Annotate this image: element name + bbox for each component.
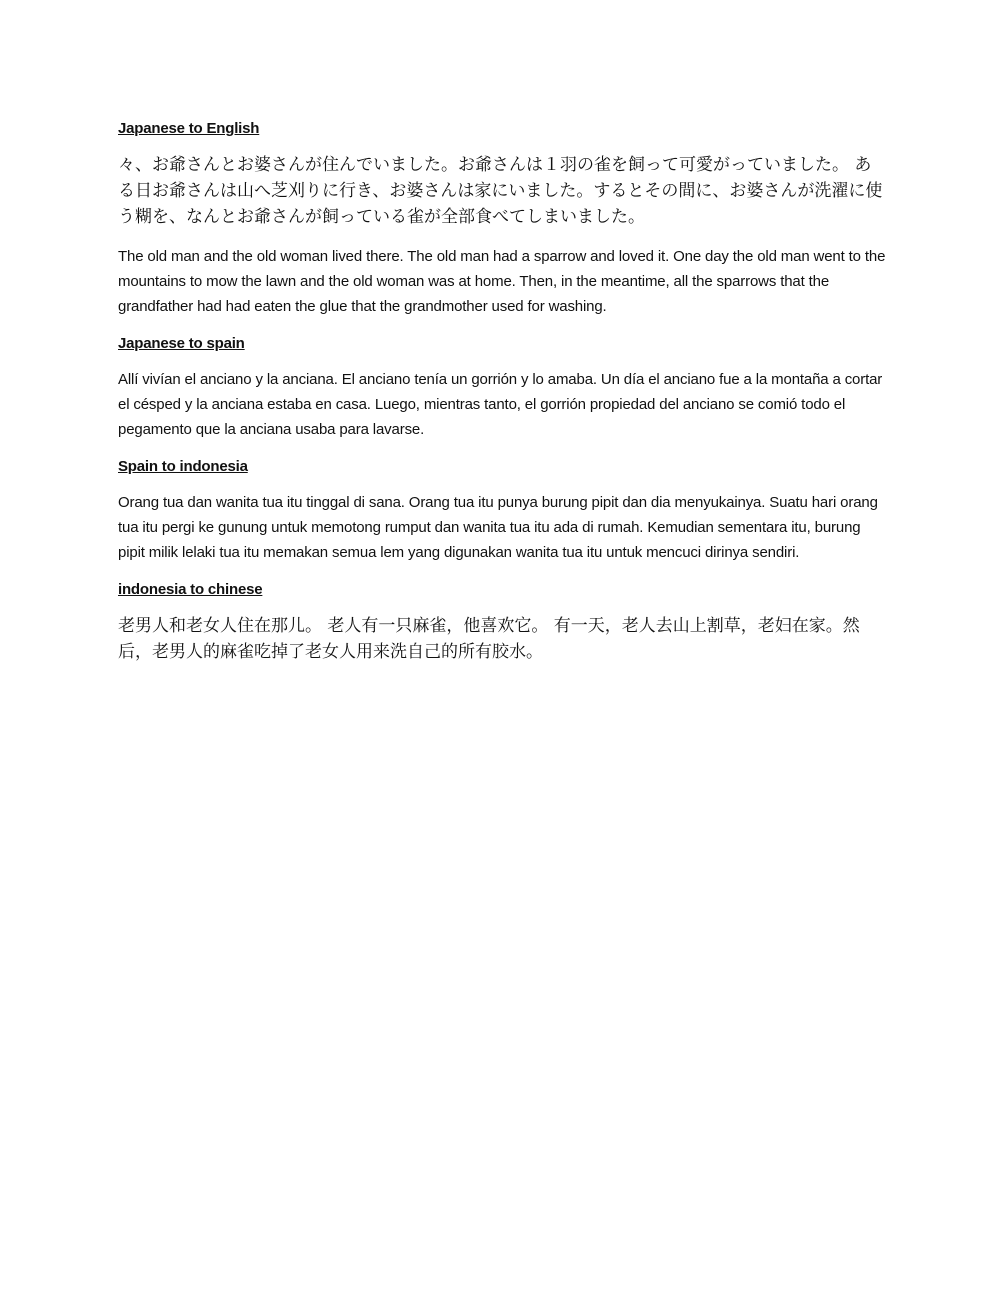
section-heading-japanese-to-english: Japanese to English [118, 120, 260, 137]
section-heading-japanese-to-spain: Japanese to spain [118, 335, 245, 352]
indonesian-translation-paragraph: Orang tua dan wanita tua itu tinggal di sana. Orang tua itu punya burung pipit dan dia menyukainya. Suatu hari orang tua itu pergi ke gunung untuk memotong rumput dan wanita tua itu ada di rumah. Kemudian sementara itu, burung pipit milik lelaki tua itu memakan semua lem yang digunakan wanita tua itu untuk mencuci dirinya sendiri. [118, 494, 878, 561]
chinese-translation-paragraph: 老男人和老女人住在那儿。 老人有一只麻雀，他喜欢它。 有一天，老人去山上割草，老妇在家。然后，老男人的麻雀吃掉了老女人用来洗自己的所有胶水。 [118, 616, 860, 662]
section-heading-indonesia-to-chinese: indonesia to chinese [118, 581, 263, 598]
document-page [118, 118, 888, 679]
english-translation-paragraph: The old man and the old woman lived there. The old man had a sparrow and loved it. One day the old man went to the mountains to mow the lawn and the old woman was at home. Then, in the meantime, all the sparrows that the grandfather had had eaten the glue that the grandmother used for washing. [118, 248, 886, 315]
section-heading-spain-to-indonesia: Spain to indonesia [118, 458, 248, 475]
japanese-source-paragraph: 々、お爺さんとお婆さんが住んでいました。お爺さんは１羽の雀を飼って可愛がっていました。 ある日お爺さんは山へ芝刈りに行き、お婆さんは家にいました。するとその間に、お婆さんが洗濯に使う糊を、なんとお爺さんが飼っている雀が全部食べてしまいました。 [118, 155, 883, 227]
spanish-translation-paragraph: Allí vivían el anciano y la anciana. El anciano tenía un gorrión y lo amaba. Un día el anciano fue a la montaña a cortar el césped y la anciana estaba en casa. Luego, mientras tanto, el gorrión propiedad del anciano se comió todo el pegamento que la anciana usaba para lavarse. [118, 371, 883, 438]
